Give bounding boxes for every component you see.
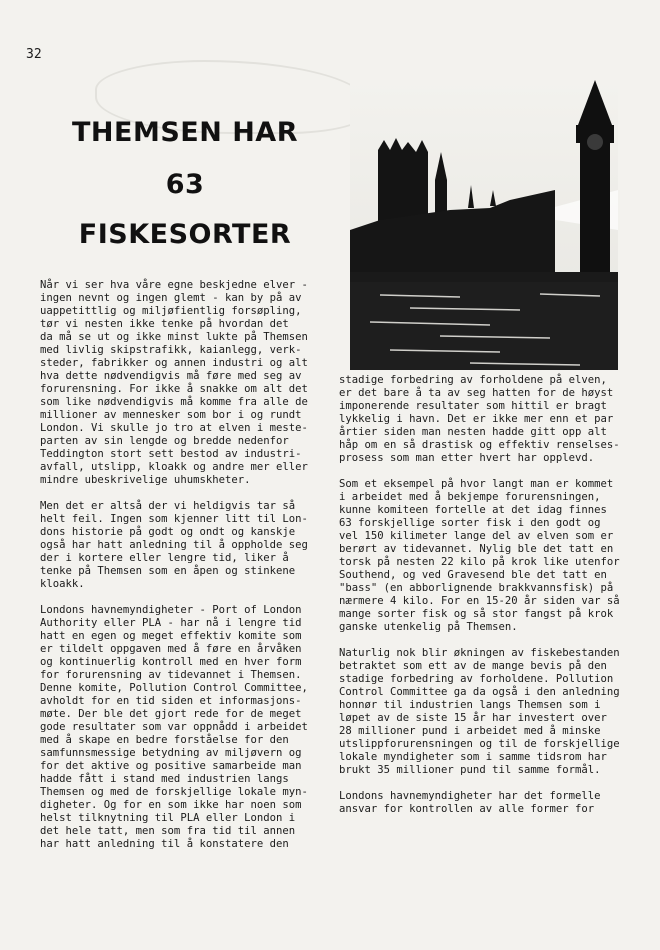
paragraph: Londons havnemyndigheter har det formelle ansvar for kontrollen av alle former for <box>339 790 601 815</box>
big-ben-silhouette-icon <box>350 80 618 370</box>
title-line-1: THEMSEN HAR <box>72 117 298 148</box>
thames-parliament-photo <box>350 80 618 370</box>
left-text-column <box>40 279 308 864</box>
paragraph: Naturlig nok blir økningen av fiskebestanden betraktet som ett av de mange bevis på den stadige forbedring av forholdene. Pollution Control Committee ga da også i den anledning honnør til industrien langs Themsen som i løpet av de siste 15 år har investert over 28 millioner pund i arbeidet med å minske utslippforurensningen og til de forskjellige lokale myndigheter som i samme tidsrom har brukt 35 millioner pund til samme formål. <box>339 647 620 776</box>
paragraph: Londons havnemyndigheter - Port of London Authority eller PLA - har nå i lengre tid hatt en egen og meget effektiv komite som er tildelt oppgaven med å føre en årvåken og kontinuerlig kontroll med en hver form for forurensning av tidevannet i Themsen. Denne komite, Pollution Control Committee, avholdt for en tid siden et informasjons- møte. Der ble det gjort rede for de meget gode resultater som var oppnådd i arbeidet med å skape en bedre forståelse for den samfunnsmessige betydning av miljøvern og for det aktive og positive samarbeide man hadde fått i stand med industrien langs Themsen og med de forskjellige lokale myn- digheter. Og for en som ikke har noen som helst tilknytning til PLA eller London i det hele tatt, men som fra tid til annen har hatt anledning til å konstatere den <box>40 604 308 850</box>
right-text-column <box>339 374 620 829</box>
paragraph: Men det er altså der vi heldigvis tar så helt feil. Ingen som kjenner litt til Lon- dons historie på godt og ondt og kanskje også har hatt anledning til å oppholde seg der i kortere eller lengre tid, liker å tenke på Themsen som en åpen og stinkene kloakk. <box>40 500 308 590</box>
title-line-2: 63 <box>165 169 205 200</box>
paragraph: Når vi ser hva våre egne beskjedne elver - ingen nevnt og ingen glemt - kan by på av uappetittlig og miljøfientlig forsøpling, tør vi nesten ikke tenke på hvordan det da må se ut og ikke minst lukte på Themsen med livlig skipstrafikk, kaianlegg, verk- steder, fabrikker og annen industri og alt hva dette nødvendigvis må føre med seg av forurensning. For ikke å snakke om alt det som like nødvendigvis må komme fra alle de millioner av mennesker som bor i og rundt London. Vi skulle jo tro at elven i meste- parten av sin lengde og bredde nedenfor Teddington stort sett bestod av industri- avfall, utslipp, kloakk og andre mer eller mindre ubeskrivelige uhumskheter. <box>40 279 308 486</box>
page-number: 32 <box>26 47 42 62</box>
paragraph: Som et eksempel på hvor langt man er kommet i arbeidet med å bekjempe forurensningen, kunne komiteen fortelle at det idag finnes 63 forskjellige sorter fisk i den godt og vel 150 kilimeter lange del av elven som er berørt av tidevannet. Nylig ble det tatt en torsk på nesten 22 kilo på krok like utenfor Southend, og ved Gravesend ble det tatt en "bass" (en abborlignende brakkvannsfisk) på nærmere 4 kilo. For en 15-20 år siden var så mange sorter fisk og så stor fangst på krok ganske utenkelig på Themsen. <box>339 478 620 633</box>
title-line-3: FISKESORTER <box>78 219 292 250</box>
paragraph: stadige forbedring av forholdene på elven, er det bare å ta av seg hatten for de høyst imponerende resultater som hittil er bragt lykkelig i havn. Det er ikke mer enn et par årtier siden man nesten hadde gitt opp alt håp om en så drastisk og effektiv renselses- prosess som man etter hvert har opplevd. <box>339 374 620 464</box>
